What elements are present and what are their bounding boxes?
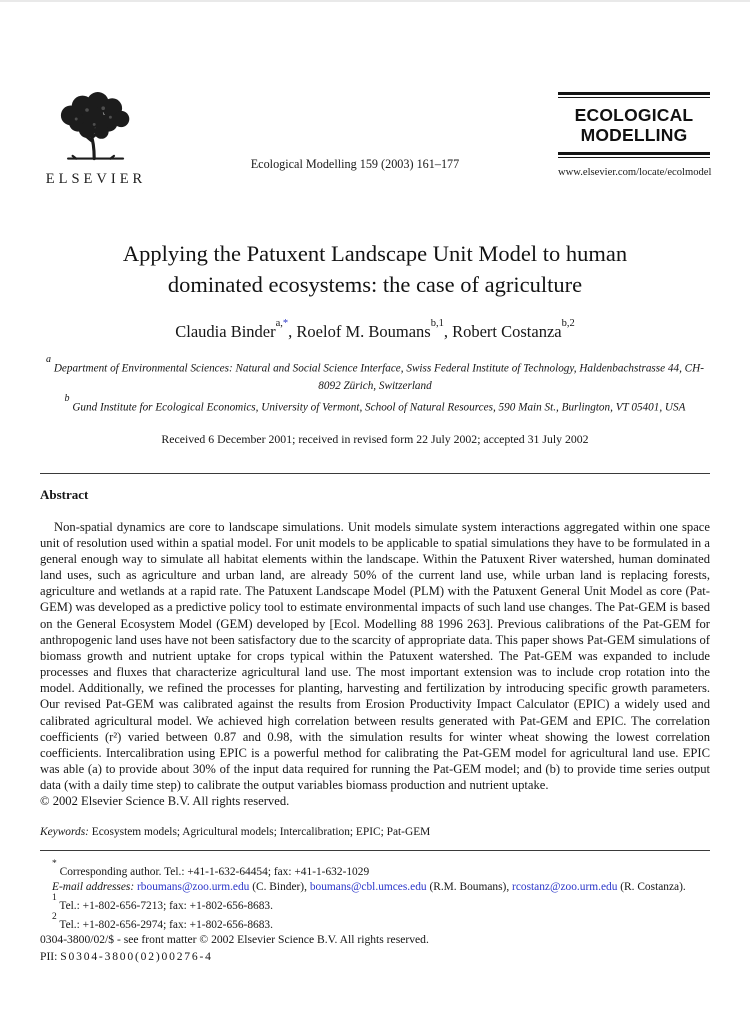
copyright-line: © 2002 Elsevier Science B.V. All rights reserved. [40,794,290,809]
footnote-2 [40,914,710,933]
footnote-1 [40,895,710,914]
footnote-1-marker: 1 [52,893,57,904]
rule-bottom-thin [558,157,710,158]
footnote-2-text: Tel.: +1-802-656-2974; fax: +1-802-656-8683. [59,918,273,931]
imprint [40,932,429,965]
abstract-section [0,487,750,839]
affiliation-b-marker: b [64,392,70,404]
footnote-divider [40,850,710,851]
elsevier-wordmark: ELSEVIER [45,171,147,187]
email-addresses-label: E-mail addresses: [52,881,135,894]
email-link-boumans[interactable]: boumans@cbl.umces.edu [309,881,427,894]
affiliation-a-text: Department of Environmental Sciences: Natural and Social Science Interface, Swiss Federal Institute of Technology, Haldenbachstrasse 44, CH-8092 Zürich, Switzerland [53,362,704,393]
keywords-line [40,826,710,838]
email-after-text: (C. Binder), [249,881,310,894]
elsevier-logo [40,92,152,188]
footnotes [0,861,750,932]
affiliation-b [40,392,710,417]
author-name: Robert Costanza [452,322,562,342]
email-link-costanza[interactable]: rcostanz@zoo.urm.edu [512,881,618,894]
affiliations [0,354,750,417]
footnote-corresponding [40,861,710,880]
page-title [30,238,720,300]
title-line2: dominated ecosystems: the case of agriculture [167,272,583,298]
footnote-2-marker: 2 [52,912,57,923]
abstract-text: Non-spatial dynamics are core to landscape simulations. Unit models simulate system interactions aggregated within one space unit of resolution used within a spatial model. For unit models to be applicable to spatial simulations they have to be formulated in a general enough way to simulate all habitat elements within the landscape. Within the Patuxent River watershed, human dominated land uses, such as agriculture and urban land, are already 50% of the current land use, while urban land is replacing forests, agriculture and wetlands at a rapid rate. The Patuxent Landscape Model (PLM) with the Patuxent General Unit Model as core (Pat-GEM) was developed as a predictive policy tool to estimate environmental impacts of such land use changes. The Pat-GEM is based on the General Ecosystem Model (GEM) developed by [Ecol. Modelling 88 1996 263]. Previous calibrations of the Pat-GEM for anthropogenic land uses have not been satisfactory due to the scarcity of appropriate data. This paper shows Pat-GEM simulations of biomass growth and nutrient uptake for crops typical within the Patuxent watershed. The Pat-GEM was expanded to include processes and fluxes that characterize agricultural land use. The most important extension was to include crop rotation into the model. Additionally, we refined the processes for planting, harvesting and fertilization by introducing specific growth parameters. Our revised Pat-GEM was calibrated against the results from Erosion Productivity Impact Calculator (EPIC) a widely used and calibrated agricultural model. We achieved high correlation between results generated with Pat-GEM and EPIC. The correlation coefficients (r²) varied between 0.87 and 0.98, with the simulation results for winter wheat showing the lowest correlation coefficients. Intercalibration using EPIC is a powerful method for calibrating the Pat-GEM model for agricultural land use. EPIC was able (a) to provide about 30% of the input data required for running the Pat-GEM model; and (b) to provide time series output data (with a daily time step) to calibrate the output variables biomass production and nutrient uptake. [40,519,710,793]
rule-top-thick [558,92,710,95]
pii-line [40,949,429,966]
author-name: Roelof M. Boumans [296,322,431,342]
abstract-heading: Abstract [40,486,89,502]
footnote-corresponding-text: Corresponding author. Tel.: +41-1-632-64454; fax: +41-1-632-1029 [59,866,370,879]
rule-top-thin [558,97,710,98]
author-affiliation-marker: b,1 [430,317,444,329]
journal-masthead [558,92,710,188]
affiliation-b-text: Gund Institute for Ecological Economics, University of Vermont, School of Natural Resources, 590 Main St., Burlington, VT 05401, USA [72,401,686,414]
author-name: Claudia Binder [175,322,276,342]
journal-url-link[interactable]: www.elsevier.com/locate/ecolmodel [558,167,712,179]
email-after-text: (R. Costanza). [617,881,686,894]
citation-wrap [152,92,558,188]
journal-name [558,106,710,145]
affiliation-a-marker: a [46,354,52,366]
keywords-label: Keywords: [40,826,89,839]
affiliation-a [40,354,710,395]
section-divider-top [40,473,710,474]
author-separator: , [443,322,453,342]
footnote-star-marker: * [52,859,57,870]
footnote-emails [40,880,710,895]
pii-code: S0304-3800(02)00276-4 [60,949,213,963]
rule-bottom-thick [558,152,710,155]
author-separator: , [288,322,297,342]
footnote-1-text: Tel.: +1-802-656-7213; fax: +1-802-656-8683. [59,900,273,913]
keywords-text: Ecosystem models; Agricultural models; Intercalibration; EPIC; Pat-GEM [91,826,431,839]
author-affiliation-marker: b,2 [561,317,575,329]
title-line1: Applying the Patuxent Landscape Unit Model to human [122,241,628,266]
received-dates: Received 6 December 2001; received in revised form 22 July 2002; accepted 31 July 2002 [161,431,589,446]
pii-label: PII: [40,949,58,963]
journal-citation: Ecological Modelling 159 (2003) 161–177 [250,157,460,171]
journal-name-line1: ECOLOGICAL [574,105,694,125]
email-link-binder[interactable]: rboumans@zoo.urm.edu [137,881,250,894]
journal-name-line2: MODELLING [580,124,688,145]
elsevier-tree-icon [50,92,142,164]
affiliation-marker-text: a, [275,317,283,329]
corresponding-author-link[interactable]: * [282,317,289,329]
masthead [40,92,710,188]
authors-line [0,317,750,342]
author-affiliation-marker [276,318,289,329]
issn-line: 0304-3800/02/$ - see front matter © 2002 Elsevier Science B.V. All rights reserved. [40,933,429,946]
email-after-text: (R.M. Boumans), [426,881,513,894]
